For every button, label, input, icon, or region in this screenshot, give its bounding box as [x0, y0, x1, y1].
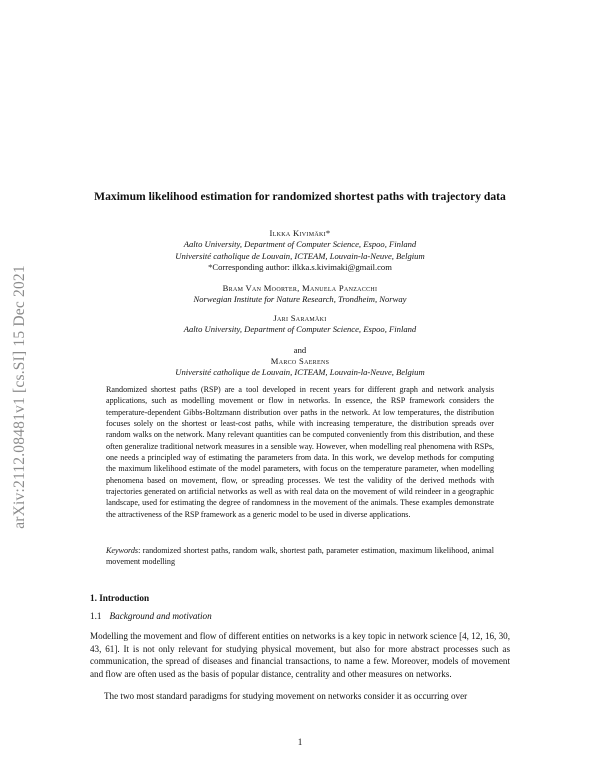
subsection-number: 1.1	[90, 611, 102, 621]
keywords-list: : randomized shortest paths, random walk, shortest path, parameter estimation, maximum likelihood, animal movement modelling	[106, 546, 494, 567]
affiliation: Norwegian Institute for Nature Research, Trondheim, Norway	[193, 294, 407, 305]
paper-title: Maximum likelihood estimation for randomized shortest paths with trajectory data	[94, 190, 506, 203]
section-number: 1.	[90, 593, 97, 603]
affiliation: Université catholique de Louvain, ICTEAM, Louvain-la-Neuve, Belgium	[175, 250, 425, 261]
author-names: Ilkka Kivimäki*	[269, 228, 331, 238]
keywords-label: Keywords	[106, 546, 139, 555]
arxiv-stamp-text: arXiv:2112.08481v1 [cs.SI] 15 Dec 2021	[11, 265, 28, 529]
author-block-1	[90, 228, 510, 274]
keywords	[106, 545, 494, 568]
subsection-title: Background and motivation	[109, 611, 212, 621]
corresponding-author-note: *Corresponding author: ilkka.s.kivimaki@gmail.com	[208, 262, 392, 273]
affiliation: Université catholique de Louvain, ICTEAM, Louvain-la-Neuve, Belgium	[175, 367, 425, 378]
author-names: Marco Saerens	[270, 356, 330, 366]
author-block-4	[90, 356, 510, 379]
section-title: Introduction	[99, 593, 150, 603]
subsection-heading	[90, 611, 212, 621]
author-names: Bram Van Moorter, Manuela Panzacchi	[222, 283, 378, 293]
arxiv-stamp	[10, 215, 30, 579]
body-paragraph: Modelling the movement and flow of different entities on networks is a key topic in network science [4, 12, 16, 30, 43, 61]. It is not only relevant for studying physical movement, but also for more abstract processes such as communication, the spread of diseases and financial transactions, to name a few. Moreover, models of movement and flow are often used as the basis of popular distance, centrality and other measures on networks.	[90, 631, 510, 679]
page-number: 1	[297, 737, 303, 747]
affiliation: Aalto University, Department of Computer Science, Espoo, Finland	[183, 239, 417, 250]
affiliation: Aalto University, Department of Computer Science, Espoo, Finland	[183, 324, 417, 335]
author-block-2	[90, 283, 510, 306]
author-names: Jari Saramäki	[273, 313, 327, 323]
abstract: Randomized shortest paths (RSP) are a tool developed in recent years for different graph and network analysis applications, such as modelling movement or flow in networks. In essence, the RSP framework considers the temperature-dependent Gibbs-Boltzmann distribution over paths in the network. At low temperatures, the distribution focuses solely on the shortest or least-cost paths, while with increasing temperature, the distribution spreads over random walks on the network. Many relevant quantities can be computed conveniently from this distribution, and these often generalize traditional network measures in a sensible way. However, when modelling real phenomena with RSPs, one needs a principled way of estimating the parameters from data. In this work, we develop methods for computing the maximum likelihood estimate of the model parameters, with focus on the temperature parameter, when modelling phenomena based on movement, flow, or spreading processes. We test the validity of the derived methods with trajectories generated on artificial networks as well as with real data on the movement of wild reindeer in a geographic landscape, used for estimating the degree of randomness in the movement of the animals. These examples demonstrate the attractiveness of the RSP framework as a generic model to be used in diverse applications.	[106, 385, 494, 519]
author-block-3	[90, 313, 510, 336]
and-separator: and	[293, 345, 307, 355]
body-paragraph: The two most standard paradigms for studying movement on networks consider it as occurring over	[104, 691, 468, 701]
section-heading	[90, 593, 149, 603]
